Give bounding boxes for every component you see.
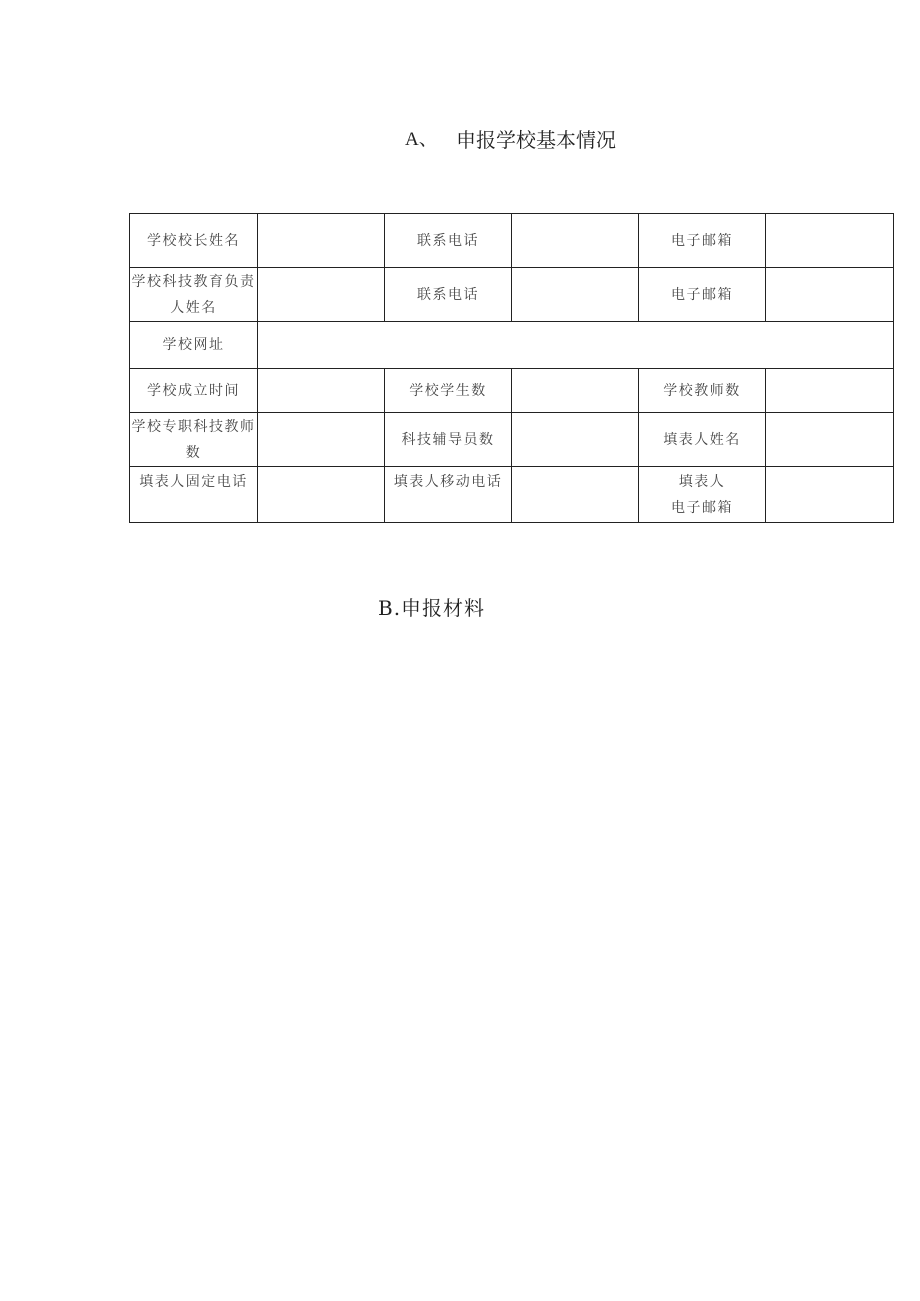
sci-edu-head-name-label: 学校科技教育负责人姓名 bbox=[130, 268, 258, 322]
filler-name-label: 填表人姓名 bbox=[639, 413, 766, 467]
table-row bbox=[130, 467, 894, 523]
sci-counselor-count-field[interactable] bbox=[512, 413, 639, 467]
section-a-title: 申报学校基本情况 bbox=[456, 128, 616, 152]
founding-date-label: 学校成立时间 bbox=[130, 369, 258, 413]
section-a-letter: A、 bbox=[405, 129, 438, 150]
school-website-label: 学校网址 bbox=[130, 322, 258, 369]
filler-landline-label: 填表人固定电话 bbox=[130, 467, 258, 523]
filler-email-label-line1: 填表人 bbox=[678, 474, 726, 490]
filler-email-field[interactable] bbox=[766, 467, 894, 523]
sci-teacher-count-field[interactable] bbox=[258, 413, 385, 467]
student-count-field[interactable] bbox=[512, 369, 639, 413]
sci-edu-head-name-field[interactable] bbox=[258, 268, 385, 322]
principal-name-label: 学校校长姓名 bbox=[130, 214, 258, 268]
filler-email-label-line2: 电子邮箱 bbox=[671, 500, 733, 516]
filler-mobile-field[interactable] bbox=[512, 467, 639, 523]
sci-teacher-count-label: 学校专职科技教师数 bbox=[130, 413, 258, 467]
filler-landline-field[interactable] bbox=[258, 467, 385, 523]
sci-edu-head-email-label: 电子邮箱 bbox=[639, 268, 766, 322]
section-b-title: B.申报材料 bbox=[378, 596, 486, 620]
principal-phone-field[interactable] bbox=[512, 214, 639, 268]
sci-edu-head-phone-label: 联系电话 bbox=[385, 268, 512, 322]
principal-email-field[interactable] bbox=[766, 214, 894, 268]
table-row bbox=[130, 268, 894, 322]
founding-date-field[interactable] bbox=[258, 369, 385, 413]
principal-name-field[interactable] bbox=[258, 214, 385, 268]
school-info-table bbox=[129, 213, 894, 523]
school-website-field[interactable] bbox=[258, 322, 894, 369]
sci-edu-head-email-field[interactable] bbox=[766, 268, 894, 322]
table-row bbox=[130, 369, 894, 413]
student-count-label: 学校学生数 bbox=[385, 369, 512, 413]
table-row bbox=[130, 214, 894, 268]
teacher-count-field[interactable] bbox=[766, 369, 894, 413]
table-row bbox=[130, 322, 894, 369]
sci-edu-head-phone-field[interactable] bbox=[512, 268, 639, 322]
sci-counselor-count-label: 科技辅导员数 bbox=[385, 413, 512, 467]
filler-name-field[interactable] bbox=[766, 413, 894, 467]
filler-email-label bbox=[639, 467, 766, 523]
filler-mobile-label: 填表人移动电话 bbox=[385, 467, 512, 523]
teacher-count-label: 学校教师数 bbox=[639, 369, 766, 413]
principal-email-label: 电子邮箱 bbox=[639, 214, 766, 268]
principal-phone-label: 联系电话 bbox=[385, 214, 512, 268]
table-row bbox=[130, 413, 894, 467]
